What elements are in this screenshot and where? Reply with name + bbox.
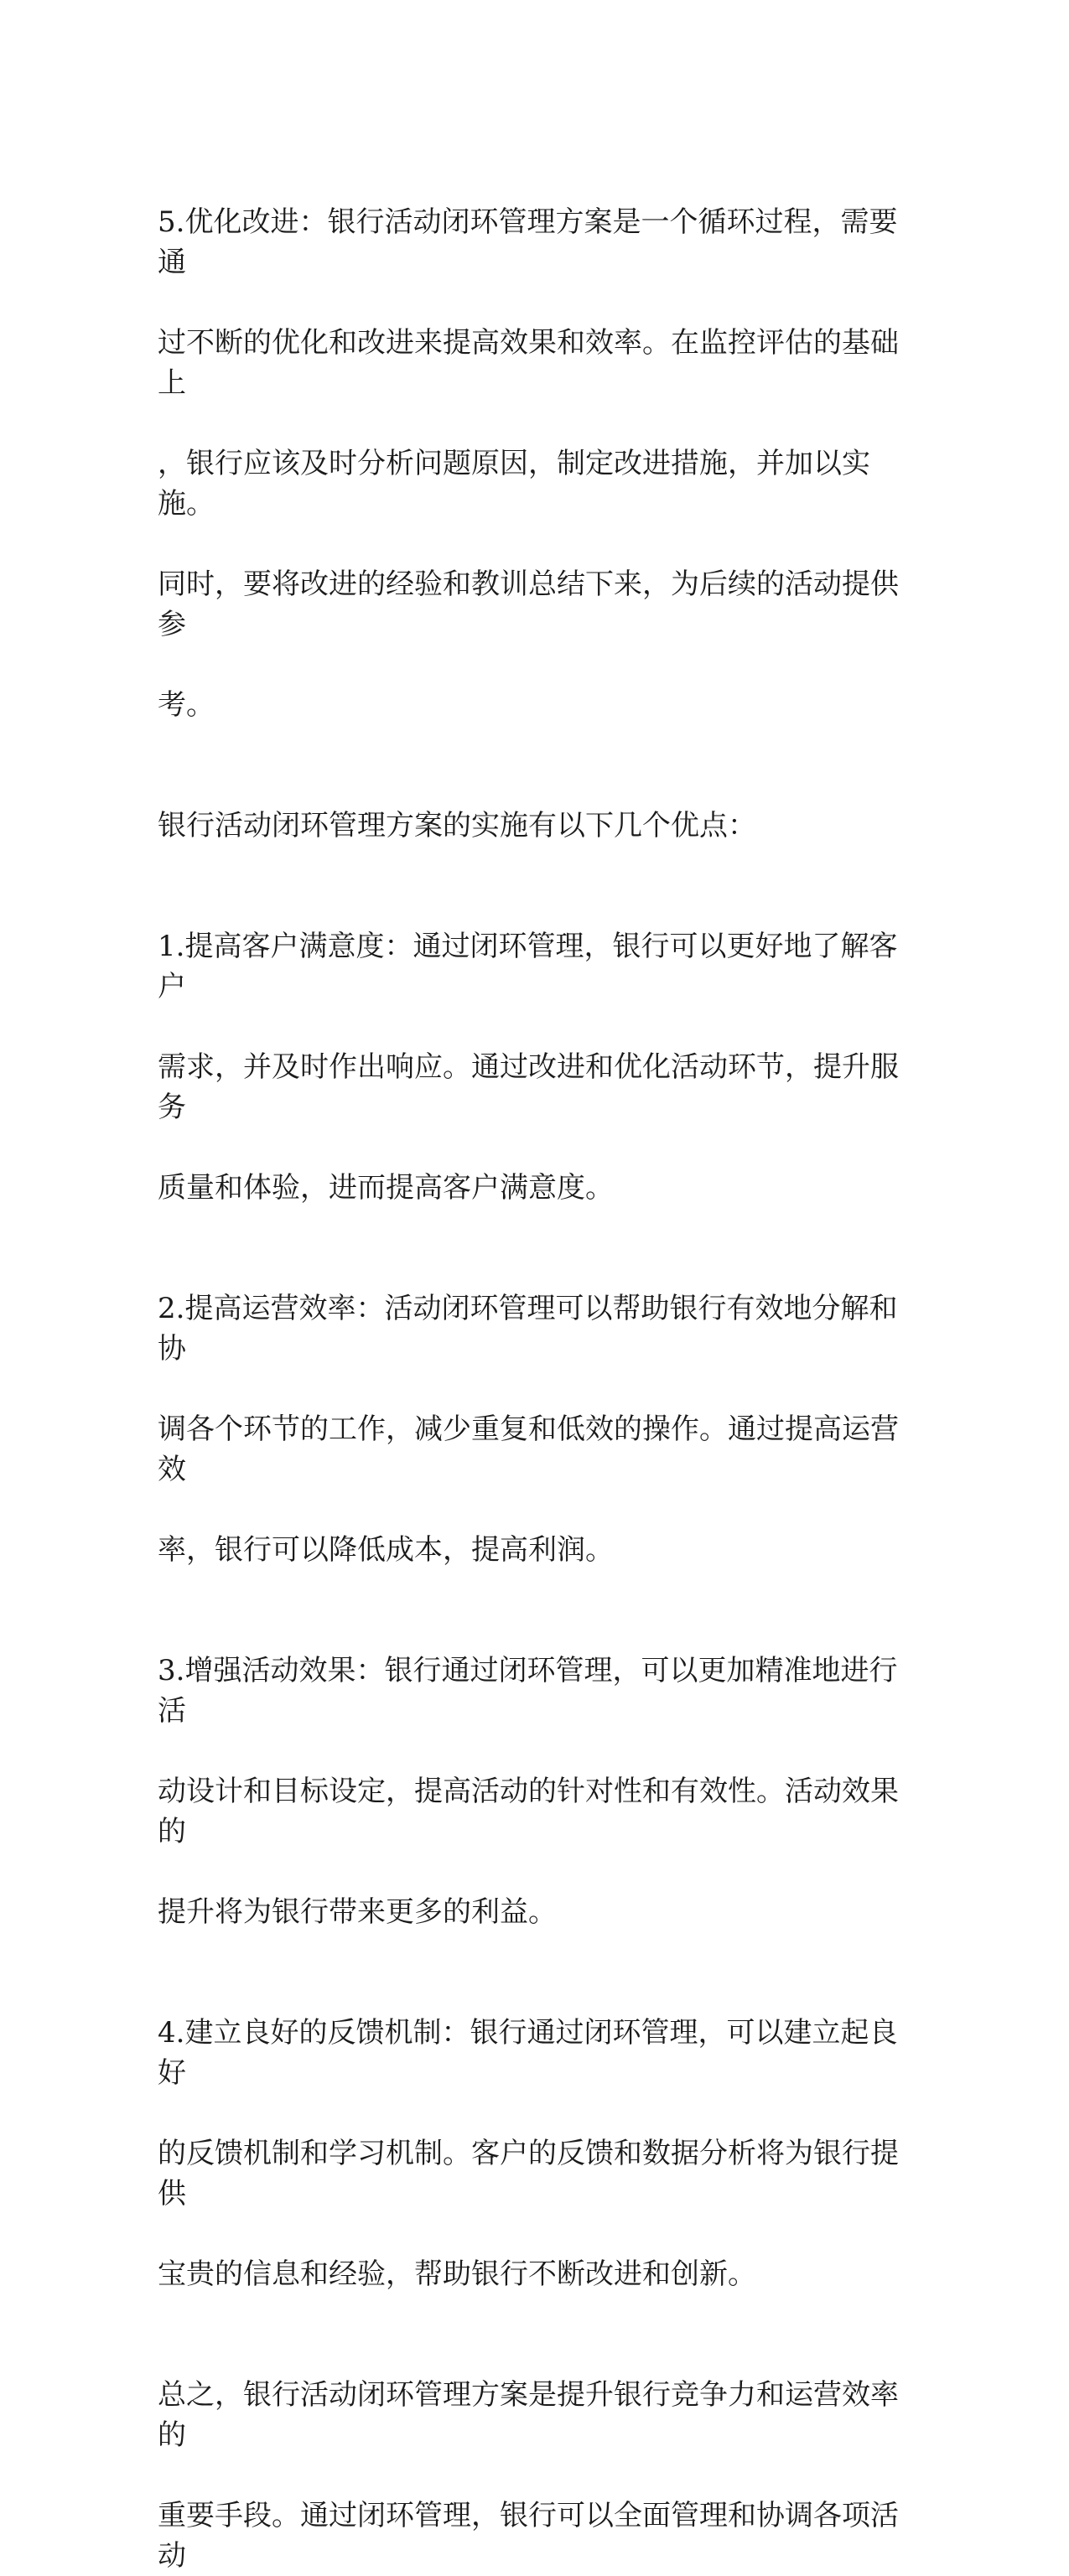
paragraph-advantages-intro <box>158 765 912 846</box>
text-line: 同时，要将改进的经验和教训总结下来，为后续的活动提供参 <box>158 568 899 641</box>
paragraph-advantage-2 <box>158 1248 912 1570</box>
text-line: 过不断的优化和改进来提高效果和效率。在监控评估的基础上 <box>158 326 899 400</box>
text-line: 重要手段。通过闭环管理，银行可以全面管理和协调各项活动 <box>158 2499 899 2573</box>
text-line: 银行活动闭环管理方案的实施有以下几个优点： <box>158 809 756 842</box>
paragraph-conclusion <box>158 2335 912 2576</box>
text-line: 5.优化改进：银行活动闭环管理方案是一个循环过程，需要通 <box>158 205 898 279</box>
paragraph-gap <box>158 725 912 765</box>
text-line: 宝贵的信息和经验，帮助银行不断改进和创新。 <box>158 2257 756 2291</box>
paragraph-gap <box>158 1208 912 1248</box>
paragraph-gap <box>158 2294 912 2335</box>
text-line: 考。 <box>158 688 215 722</box>
paragraph-advantage-1 <box>158 886 912 1208</box>
text-line: 质量和体验，进而提高客户满意度。 <box>158 1171 614 1205</box>
text-line: 动设计和目标设定，提高活动的针对性和有效性。活动效果的 <box>158 1775 899 1848</box>
paragraph-gap <box>158 846 912 886</box>
text-line: ，银行应该及时分析问题原因，制定改进措施，并加以实施。 <box>158 447 870 521</box>
paragraph-advantage-3 <box>158 1610 912 1932</box>
text-line: 的反馈机制和学习机制。客户的反馈和数据分析将为银行提供 <box>158 2137 899 2211</box>
text-line: 调各个环节的工作，减少重复和低效的操作。通过提高运营效 <box>158 1412 899 1486</box>
text-line: 1.提高客户满意度：通过闭环管理，银行可以更好地了解客户 <box>158 930 898 1003</box>
text-line: 4.建立良好的反馈机制：银行通过闭环管理，可以建立起良好 <box>158 2016 898 2090</box>
text-line: 率，银行可以降低成本，提高利润。 <box>158 1533 614 1567</box>
paragraph-gap <box>158 1932 912 1972</box>
paragraph-advantage-4 <box>158 1972 912 2294</box>
text-line: 3.增强活动效果：银行通过闭环管理，可以更加精准地进行活 <box>158 1654 898 1728</box>
text-line: 需求，并及时作出响应。通过改进和优化活动环节，提升服务 <box>158 1050 899 1124</box>
text-line: 2.提高运营效率：活动闭环管理可以帮助银行有效地分解和协 <box>158 1292 898 1366</box>
paragraph-gap <box>158 1570 912 1610</box>
text-line: 提升将为银行带来更多的利益。 <box>158 1895 557 1929</box>
text-line: 总之，银行活动闭环管理方案是提升银行竞争力和运营效率的 <box>158 2378 899 2452</box>
document-body <box>158 162 912 2576</box>
paragraph-step-5 <box>158 162 912 725</box>
